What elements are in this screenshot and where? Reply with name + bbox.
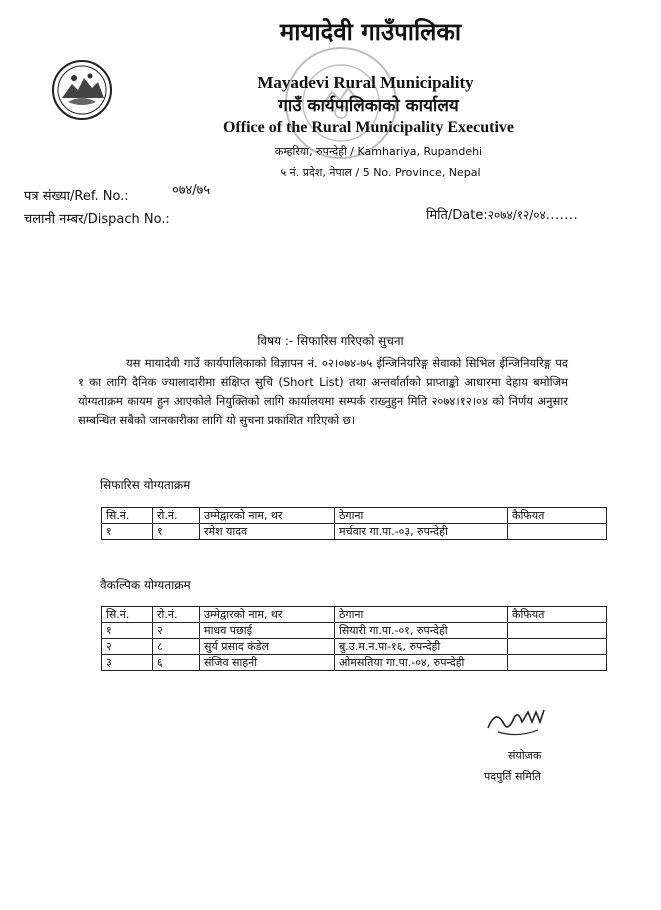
table-row [102,524,607,540]
name-cell: रमेश यादव [200,524,335,540]
municipality-name-np: मायादेवी गाउँपालिका [279,18,462,46]
name-cell: सुर्य प्रसाद कंडेल [200,639,335,655]
address-line-2: ५ नं. प्रदेश, नेपाल / 5 No. Province, Nepal [280,166,481,179]
date-label: मिति/Date: [426,208,488,223]
header-cell: रो.नं. [153,508,200,524]
alternative-list-title: वैकल्पिक योग्यताक्रम [100,578,191,592]
name-cell: संजिव साहनी [200,655,335,671]
subject-line: विषय :- सिफारिस गरिएको सुचना [257,334,404,348]
header-cell: रो.नं. [153,607,200,623]
remarks-cell [508,623,607,639]
roll-cell: १ [153,524,200,540]
name-cell: माधव पछाई [200,623,335,639]
table-header-row [102,607,607,623]
remarks-cell [508,524,607,540]
signatory-role: संयोजक [508,749,542,762]
date-dots: ....... [545,208,579,223]
header-cell: कैफियत [508,607,607,623]
date-field [426,205,578,223]
office-name-en: Office of the Rural Municipality Executive [222,119,515,136]
header-cell: कैफियत [508,508,607,524]
address-cell: मर्चवार गा.पा.-०३, रुपन्देही [335,524,508,540]
office-name-np: गाउँ कार्यपालिकाको कार्यालय [278,96,459,116]
roll-cell: ८ [153,639,200,655]
address-cell: सियारी गा.पा.-०१, रुपन्देही [335,623,508,639]
serial-cell: १ [102,524,153,540]
header-cell: ठेगाना [335,508,508,524]
table-row [102,639,607,655]
date-value: २०७४/१२/०४ [487,208,546,222]
notice-body: यस मायादेवी गाउँ कार्यपालिकाको विज्ञापन नं. ०२।०७४-७५ ईन्जिनियरिङ्ग सेवाको सिभिल ईन्जिनियरिङ्ग पद १ का लागि दैनिक ज्यालादारीमा संक्षिप्त सुचि (Short List) तथा अन्तर्वार्ताको प्राप्ताङ्को आधारमा देहाय बमोजिम योग्यताक्रम कायम हुन आएकोले नियुक्तिको लागि कार्यालयमा सम्पर्क राख्नुहुन मिति २०७४।१२।०४ को निर्णय अनुसार सम्बन्धित सबैको जानकारीका लागि यो सुचना प्रकाशित गरिएको छ। [78,356,568,427]
remarks-cell [508,639,607,655]
header-cell: उम्मेद्वारको नाम, थर [200,508,335,524]
dispatch-number-label: चलानी नम्बर/Dispach No.: [24,212,170,227]
recommended-list-title: सिफारिस योग्यताक्रम [100,478,191,492]
ref-number-label: पत्र संख्या/Ref. No.: [24,189,129,204]
header-cell: सि.नं. [102,508,153,524]
serial-cell: ३ [102,655,153,671]
signatory-committee: पदपुर्ति समिति [484,770,541,783]
header-cell: सि.नं. [102,607,153,623]
header-cell: उम्मेद्वारको नाम, थर [200,607,335,623]
table-row [102,655,607,671]
table-row [102,623,607,639]
header-cell: ठेगाना [335,607,508,623]
address-line-1: कम्हरिया, रुपन्देही / Kamhariya, Rupandehi [274,145,483,158]
alternative-table [101,606,607,671]
ref-number-value: ०७४/७५ [172,183,211,198]
address-cell: बु.उ.म.न.पा-१६, रुपन्देही [335,639,508,655]
municipality-name-en: Mayadevi Rural Municipality [257,73,474,92]
serial-cell: १ [102,623,153,639]
recommended-table [101,507,607,540]
table-header-row [102,508,607,524]
remarks-cell [508,655,607,671]
roll-cell: २ [153,623,200,639]
roll-cell: ६ [153,655,200,671]
address-cell: ओमसतिया गा.पा.-०४, रुपन्देही [335,655,508,671]
serial-cell: २ [102,639,153,655]
handwritten-signature-icon [478,700,568,740]
